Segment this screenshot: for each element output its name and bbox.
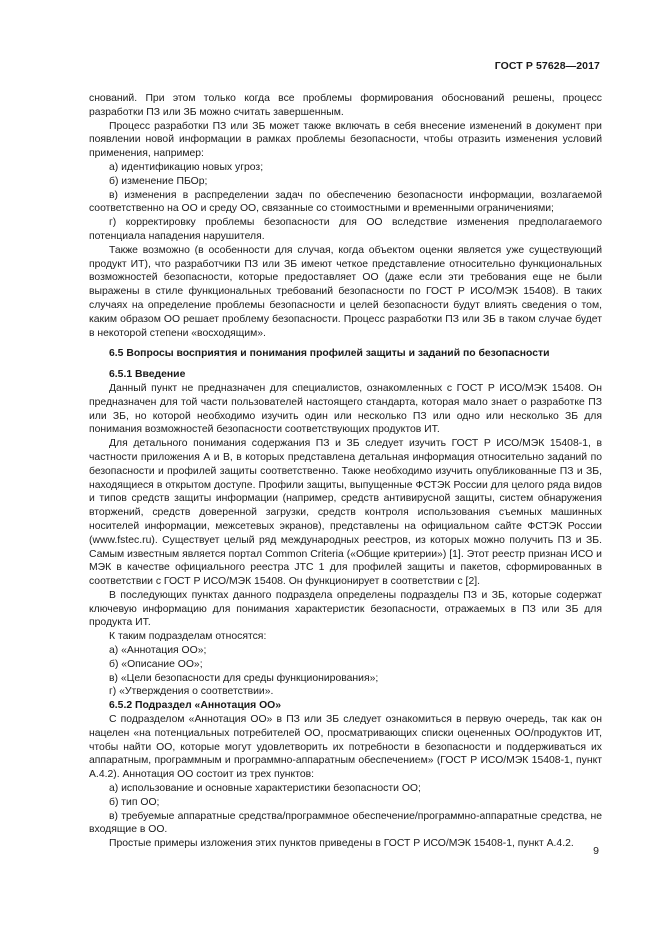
document-header: ГОСТ Р 57628—2017 <box>494 60 600 72</box>
list-item: а) «Аннотация ОО»; <box>109 645 207 657</box>
paragraph: В последующих пунктах данного подраздела определены подразделы ПЗ и ЗБ, которые содержат ключевую информацию для понимания характеристик безопасности, отражаемых в ПЗ или ЗБ для продукта ИТ. <box>89 589 602 629</box>
document-body <box>89 92 602 851</box>
list-item: а) использование и основные характеристики безопасности ОО; <box>109 783 421 795</box>
list-item: а) идентификацию новых угроз; <box>109 161 264 173</box>
list-item: б) «Описание ОО»; <box>109 658 203 670</box>
list-item: в) «Цели безопасности для среды функционирования»; <box>109 672 379 684</box>
paragraph: Также возможно (в особенности для случая, когда объектом оценки является уже существующий продукт ИТ), что разработчики ПЗ или ЗБ имеют четкое представление относительно функциональных возможностей безопасности, которые предоставляет ОО (даже если эти требования еще не были выражены в стиле функциональных требований безопасности по ГОСТ Р ИСО/МЭК 15408). В таких случаях на определение проблемы безопасности и целей безопасности будут влиять сведения о том, каким образом ОО решает проблему безопасности. Процесс разработки ПЗ или ЗБ в таком случае будет в некоторой степени «восходящим». <box>89 244 602 339</box>
paragraph: Простые примеры изложения этих пунктов приведены в ГОСТ Р ИСО/МЭК 15408-1, пункт А.4.2. <box>109 838 574 850</box>
list-item: б) тип ОО; <box>109 796 160 808</box>
paragraph: Процесс разработки ПЗ или ЗБ может также включать в себя внесение изменений в документ при появлении новой информации в рамках проблемы безопасности, чтобы отразить изменения условий применения, например: <box>89 120 602 160</box>
page-number: 9 <box>593 845 599 857</box>
list-item: г) корректировку проблемы безопасности для ОО вследствие изменения предполагаемого потенциала нападения нарушителя. <box>89 217 602 242</box>
list-item: г) «Утверждения о соответствии». <box>109 686 274 698</box>
section-heading-6-5: 6.5 Вопросы восприятия и понимания профилей защиты и заданий по безопасности <box>109 348 550 360</box>
subsection-heading-6-5-1: 6.5.1 Введение <box>109 369 186 381</box>
paragraph: С подразделом «Аннотация ОО» в ПЗ или ЗБ следует ознакомиться в первую очередь, так как он нацелен «на потенциальных потребителей ОО, просматривающих списки оцененных ОО/продуктов ИТ, чтобы найти ОО, которые могут удовлетворить их потребности в безопасности и поддерживаться их аппаратным, программным и программно-аппаратным обеспечением» (ГОСТ Р ИСО/МЭК 15408-1, пункт А.4.2). Аннотация ОО состоит из трех пунктов: <box>89 714 602 781</box>
list-item: в) требуемые аппаратные средства/программное обеспечение/программно-аппаратные средства, не входящие в ОО. <box>89 810 602 836</box>
paragraph: Для детального понимания содержания ПЗ и ЗБ следует изучить ГОСТ Р ИСО/МЭК 15408-1, в частности приложения А и В, в которых представлена детальная информация относительно заданий по безопасности и профилей защиты соответственно. Также необходимо изучить опубликованные ПЗ и ЗБ, находящиеся в открытом доступе. Профили защиты, выпущенные ФСТЭК России для целого ряда видов и типов средств защиты информации (например, средств антивирусной защиты, систем обнаружения вторжений, средств доверенной загрузки, средств контроля использования съемных машинных носителей информации, межсетевых экранов), представлены на официальном сайте ФСТЭК России (www.fstec.ru). Существует целый ряд международных реестров, из которых можно получить ПЗ и ЗБ. Самым известным является портал Common Criteria («Общие критерии») [1]. Этот реестр признан ИСО и МЭК в качестве официального реестра JTC 1 для профилей защиты и пакетов, сформированных в соответствии с ГОСТ Р ИСО/МЭК 15408. Он функционирует в соответствии с [2]. <box>89 438 602 588</box>
list-item: б) изменение ПБОр; <box>109 175 208 187</box>
list-item: в) изменения в распределении задач по обеспечению безопасности информации, возлагаемой соответственно на ОО и среду ОО, связанные со стоимостными и временными ограничениями; <box>89 189 602 215</box>
paragraph-continuation: снований. При этом только когда все проблемы формирования обоснований решены, процесс разработки ПЗ или ЗБ можно считать завершенным. <box>89 93 602 118</box>
paragraph: К таким подразделам относятся: <box>109 631 267 643</box>
paragraph: Данный пункт не предназначен для специалистов, ознакомленных с ГОСТ Р ИСО/МЭК 15408. Он предназначен для той части пользователей настоящего стандарта, которая мало знает о разработке ПЗ или ЗБ, но которой необходимо изучить один или несколько ПЗ или одно или несколько ЗБ для понимания возможностей безопасности соответствующих продуктов ИТ. <box>89 382 602 436</box>
subsection-heading-6-5-2: 6.5.2 Подраздел «Аннотация ОО» <box>109 700 282 712</box>
